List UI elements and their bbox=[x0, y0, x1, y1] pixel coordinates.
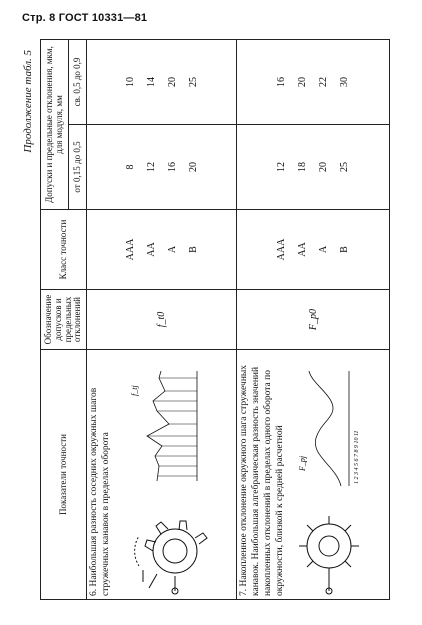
row7-t1 bbox=[237, 125, 390, 210]
row6-t1-1: 8 bbox=[124, 164, 136, 170]
row6-t1-3: 16 bbox=[166, 162, 178, 172]
row7-t1-1: 12 bbox=[276, 162, 287, 172]
row6-t1 bbox=[87, 125, 237, 210]
col-header-symbol: Обозначение допусков и предельных отклонений bbox=[41, 290, 87, 350]
row6-t1-2: 12 bbox=[145, 162, 157, 172]
row6-figure bbox=[117, 356, 212, 596]
row6-class-1: ААА bbox=[124, 238, 136, 261]
col-header-indicator: Показатели точности bbox=[41, 350, 87, 600]
rotated-table-area bbox=[22, 40, 390, 600]
row6-indicator bbox=[87, 350, 237, 600]
row6-class-2: АА bbox=[145, 242, 157, 257]
row7-indicator-text: 7. Накопленное отклонение окружного шага стружечных канавок. Наибольшая алгебраическая разность значений накопленных отклонений в пределах одного оборота по окружности, близкой к средней расчетной bbox=[239, 364, 285, 596]
row6-figure-label: f_tj bbox=[129, 385, 139, 396]
table-caption: Продолжение табл. 5 bbox=[22, 50, 34, 153]
row7-class-1: ААА bbox=[276, 238, 287, 261]
row7-t2-4: 30 bbox=[339, 77, 350, 87]
row7-classes bbox=[237, 210, 390, 290]
row7-t1-2: 18 bbox=[297, 162, 308, 172]
row6-t2-4: 25 bbox=[187, 77, 199, 87]
row7-figure-axis: 1 2 3 4 5 6 7 8 9 10 11 bbox=[353, 430, 360, 484]
table-row bbox=[87, 40, 237, 600]
row6-class-4: В bbox=[187, 246, 199, 253]
row6-t1-4: 20 bbox=[187, 162, 199, 172]
row6-class-3: А bbox=[166, 245, 178, 254]
row7-indicator bbox=[237, 350, 390, 600]
row7-t2 bbox=[237, 40, 390, 125]
row7-t2-3: 22 bbox=[318, 77, 329, 87]
row7-t2-2: 20 bbox=[297, 77, 308, 87]
col-header-t1: от 0,15 до 0,5 bbox=[69, 125, 87, 210]
row7-figure-label: F_pj bbox=[297, 455, 307, 471]
row6-symbol: f_t0 bbox=[87, 290, 237, 350]
row7-class-4: В bbox=[339, 246, 350, 253]
row7-t1-4: 25 bbox=[339, 162, 350, 172]
page-header: Стр. 8 ГОСТ 10331—81 bbox=[22, 12, 148, 24]
row7-figure bbox=[291, 356, 361, 596]
col-header-t2: св. 0,5 до 0,9 bbox=[69, 40, 87, 125]
row7-symbol: F_p0 bbox=[237, 290, 390, 350]
row6-t2-2: 14 bbox=[145, 77, 157, 87]
row6-t2-1: 10 bbox=[124, 77, 136, 87]
row6-indicator-text: 6. Наибольшая разность соседних окружных шагов стружечных канавок в пределах оборота bbox=[89, 387, 111, 596]
row6-t2-3: 20 bbox=[166, 77, 178, 87]
row7-class-3: А bbox=[318, 245, 329, 254]
row7-class-2: АА bbox=[297, 242, 308, 257]
col-header-tolerances: Допуски и предельные отклонения, мкм, для модуля, мм bbox=[41, 40, 69, 210]
row6-t2 bbox=[87, 40, 237, 125]
tolerance-table bbox=[40, 39, 390, 600]
row6-classes bbox=[87, 210, 237, 290]
table-row bbox=[237, 40, 390, 600]
row7-t1-3: 20 bbox=[318, 162, 329, 172]
row7-t2-1: 16 bbox=[276, 77, 287, 87]
col-header-class: Класс точности bbox=[41, 210, 87, 290]
